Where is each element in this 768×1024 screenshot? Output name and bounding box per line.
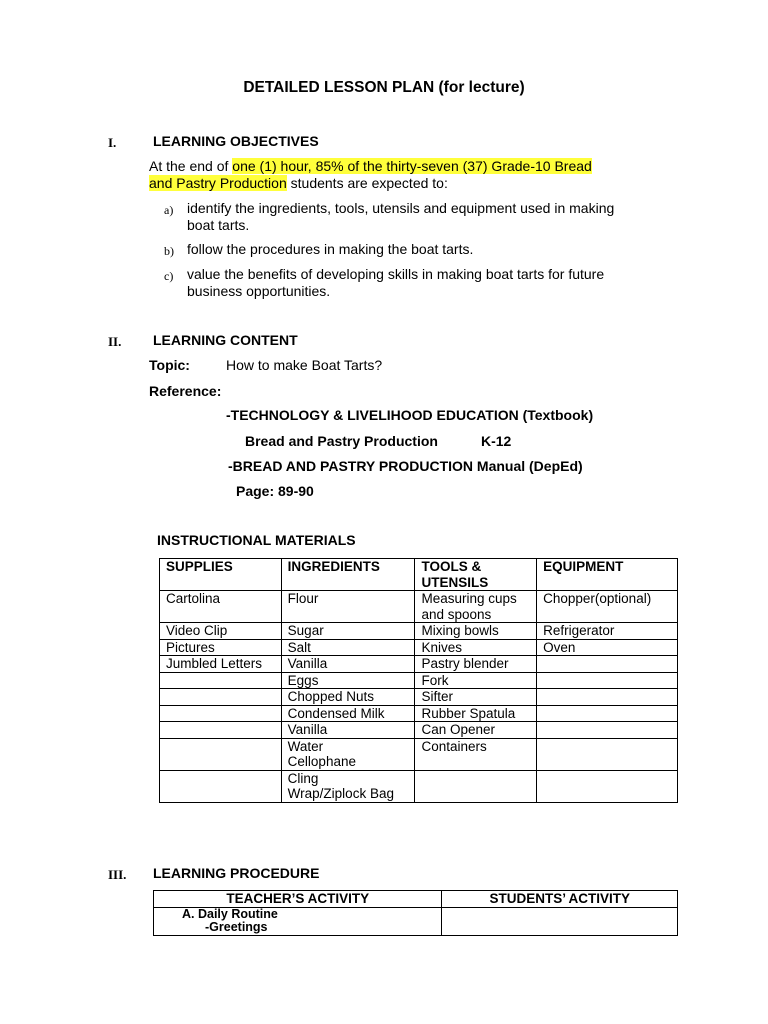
section-2-numeral: II.	[108, 334, 122, 349]
objective-item	[187, 266, 604, 300]
header-supplies: SUPPLIES	[160, 559, 282, 591]
procedure-row	[154, 908, 678, 936]
page-title: DETAILED LESSON PLAN (for lecture)	[243, 79, 525, 96]
procedure-subitem: -Greetings	[205, 920, 268, 934]
supplies-cell: Video Clip	[160, 623, 282, 640]
materials-row	[160, 705, 678, 722]
tools-cell: Measuring cups and spoons	[415, 591, 537, 623]
ingredients-cell: Cling Wrap/Ziplock Bag	[281, 770, 415, 802]
ingredients-cell: Chopped Nuts	[281, 689, 415, 706]
materials-row	[160, 623, 678, 640]
tools-cell: Rubber Spatula	[415, 705, 537, 722]
ingredients-cell: Condensed Milk	[281, 705, 415, 722]
equipment-cell: Chopper(optional)	[537, 591, 678, 623]
section-3-heading: LEARNING PROCEDURE	[153, 865, 320, 881]
reference-subject: Bread and Pastry Production	[245, 433, 438, 449]
intro-highlight-1: one (1) hour, 85% of the thirty-seven (37) Grade-10 Bread	[232, 158, 592, 174]
ingredients-cell: Salt	[281, 639, 415, 656]
objective-text: value the benefits of developing skills in making boat tarts for future	[187, 266, 605, 282]
header-ingredients: INGREDIENTS	[281, 559, 415, 591]
reference-manual	[228, 458, 583, 474]
students-activity-header: STUDENTS’ ACTIVITY	[442, 891, 678, 908]
tools-cell: Containers	[415, 738, 537, 770]
tools-cell: Pastry blender	[415, 656, 537, 673]
section-3-numeral: III.	[108, 867, 127, 882]
supplies-cell: Jumbled Letters	[160, 656, 282, 673]
section-2-heading: LEARNING CONTENT	[153, 332, 298, 348]
ingredients-cell: Vanilla	[281, 722, 415, 739]
equipment-cell: Refrigerator	[537, 623, 678, 640]
equipment-cell	[537, 672, 678, 689]
supplies-cell: Pictures	[160, 639, 282, 656]
objective-marker: c)	[164, 269, 174, 283]
objective-marker: a)	[164, 203, 174, 217]
materials-row	[160, 738, 678, 770]
equipment-cell	[537, 738, 678, 770]
supplies-cell	[160, 722, 282, 739]
procedure-header-row	[154, 891, 678, 908]
equipment-cell	[537, 705, 678, 722]
topic-label: Topic:	[149, 357, 190, 373]
teacher-activity-header: TEACHER’S ACTIVITY	[154, 891, 442, 908]
objective-text-cont: boat tarts.	[187, 217, 250, 233]
objective-text: follow the procedures in making the boat tarts.	[187, 241, 474, 257]
tools-cell: Can Opener	[415, 722, 537, 739]
supplies-cell: Cartolina	[160, 591, 282, 623]
tools-cell: Mixing bowls	[415, 623, 537, 640]
materials-row	[160, 591, 678, 623]
materials-row	[160, 722, 678, 739]
materials-row	[160, 639, 678, 656]
ingredients-cell: Sugar	[281, 623, 415, 640]
tools-cell: Sifter	[415, 689, 537, 706]
materials-row	[160, 656, 678, 673]
materials-table	[159, 558, 678, 803]
equipment-cell	[537, 689, 678, 706]
section-1-heading: LEARNING OBJECTIVES	[153, 133, 319, 149]
header-tools: TOOLS & UTENSILS	[415, 559, 537, 591]
ingredients-cell: Eggs	[281, 672, 415, 689]
objectives-intro	[149, 158, 592, 192]
objective-item	[187, 200, 614, 234]
procedure-item: A. Daily Routine	[182, 907, 278, 921]
equipment-cell: Oven	[537, 639, 678, 656]
reference-manual-suffix: Manual (DepEd)	[473, 458, 583, 474]
reference-label: Reference:	[149, 383, 222, 399]
objective-item	[187, 241, 473, 258]
intro-suffix: students are expected to:	[286, 175, 448, 191]
ingredients-cell: Water Cellophane	[281, 738, 415, 770]
materials-header-row	[160, 559, 678, 591]
reference-pages: Page: 89-90	[236, 483, 314, 499]
supplies-cell	[160, 705, 282, 722]
reference-manual-title: -BREAD AND PASTRY PRODUCTION	[228, 458, 474, 474]
materials-heading: INSTRUCTIONAL MATERIALS	[157, 532, 356, 548]
header-equipment: EQUIPMENT	[537, 559, 678, 591]
supplies-cell	[160, 672, 282, 689]
tools-cell	[415, 770, 537, 802]
procedure-table	[153, 890, 678, 936]
ingredients-cell: Flour	[281, 591, 415, 623]
equipment-cell	[537, 656, 678, 673]
ingredients-cell: Vanilla	[281, 656, 415, 673]
supplies-cell	[160, 689, 282, 706]
objective-text: identify the ingredients, tools, utensils and equipment used in making	[187, 200, 615, 216]
teacher-activity-cell	[154, 908, 442, 936]
tools-cell: Fork	[415, 672, 537, 689]
reference-curriculum: K-12	[481, 433, 512, 449]
objective-text-cont: business opportunities.	[187, 283, 331, 299]
materials-row	[160, 672, 678, 689]
intro-highlight-2: and Pastry Production	[149, 175, 287, 191]
intro-prefix: At the end of	[149, 158, 233, 174]
equipment-cell	[537, 722, 678, 739]
topic-value: How to make Boat Tarts?	[226, 357, 383, 373]
equipment-cell	[537, 770, 678, 802]
materials-row	[160, 770, 678, 802]
section-1-numeral: I.	[108, 135, 117, 150]
materials-row	[160, 689, 678, 706]
supplies-cell	[160, 770, 282, 802]
reference-textbook: -TECHNOLOGY & LIVELIHOOD EDUCATION (Textbook)	[226, 407, 594, 423]
objective-marker: b)	[164, 244, 174, 258]
tools-cell: Knives	[415, 639, 537, 656]
students-activity-cell	[442, 908, 678, 936]
supplies-cell	[160, 738, 282, 770]
